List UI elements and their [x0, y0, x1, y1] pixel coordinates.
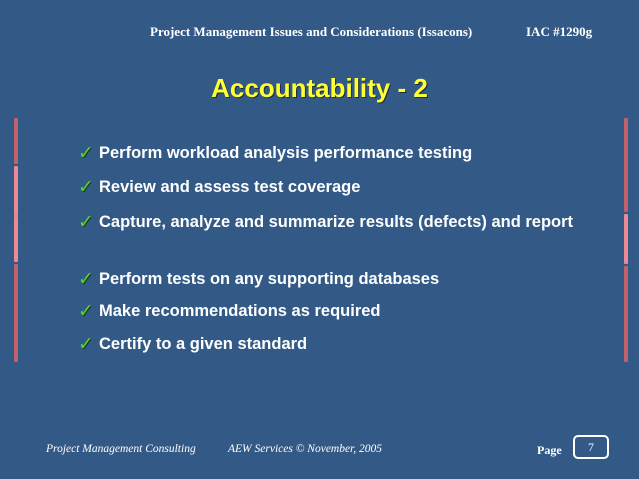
page-label: Page [537, 443, 562, 457]
bullet-text: Review and assess test coverage [99, 178, 361, 196]
checkmark-icon: ✓ [78, 142, 94, 164]
page-number-box: 7 [573, 435, 609, 459]
footer-company: Project Management Consulting [46, 443, 196, 455]
checkmark-icon: ✓ [78, 300, 94, 322]
right-decor-bar-3 [624, 266, 628, 362]
bullet-item [78, 176, 578, 199]
header-title: Project Management Issues and Considerations (Issacons) [150, 24, 473, 39]
left-decor-bar-4 [14, 264, 18, 362]
bullet-item [78, 211, 578, 234]
bullet-item [78, 268, 578, 291]
right-decor-bar-2 [624, 214, 628, 264]
bullet-text: Perform workload analysis performance testing [99, 144, 473, 162]
right-decor-bar-1 [624, 118, 628, 212]
footer-copyright: AEW Services © November, 2005 [228, 443, 383, 455]
slide-title: Accountability - 2 [211, 73, 428, 103]
bullet-text: Perform tests on any supporting databases [99, 270, 440, 288]
bullet-text: Certify to a given standard [99, 335, 308, 353]
left-decor-bar-2 [14, 166, 18, 216]
checkmark-icon: ✓ [78, 333, 94, 355]
bullet-text: Make recommendations as required [99, 302, 381, 320]
bullet-item [78, 142, 578, 165]
bullet-text: Capture, analyze and summarize results (defects) and report [99, 213, 574, 231]
left-decor-bar-1 [14, 118, 18, 164]
checkmark-icon: ✓ [78, 211, 94, 233]
checkmark-icon: ✓ [78, 176, 94, 198]
header-code: IAC #1290g [526, 24, 593, 39]
bullet-item [78, 333, 578, 356]
left-decor-bar-3 [14, 216, 18, 262]
checkmark-icon: ✓ [78, 268, 94, 290]
bullet-item [78, 300, 578, 323]
